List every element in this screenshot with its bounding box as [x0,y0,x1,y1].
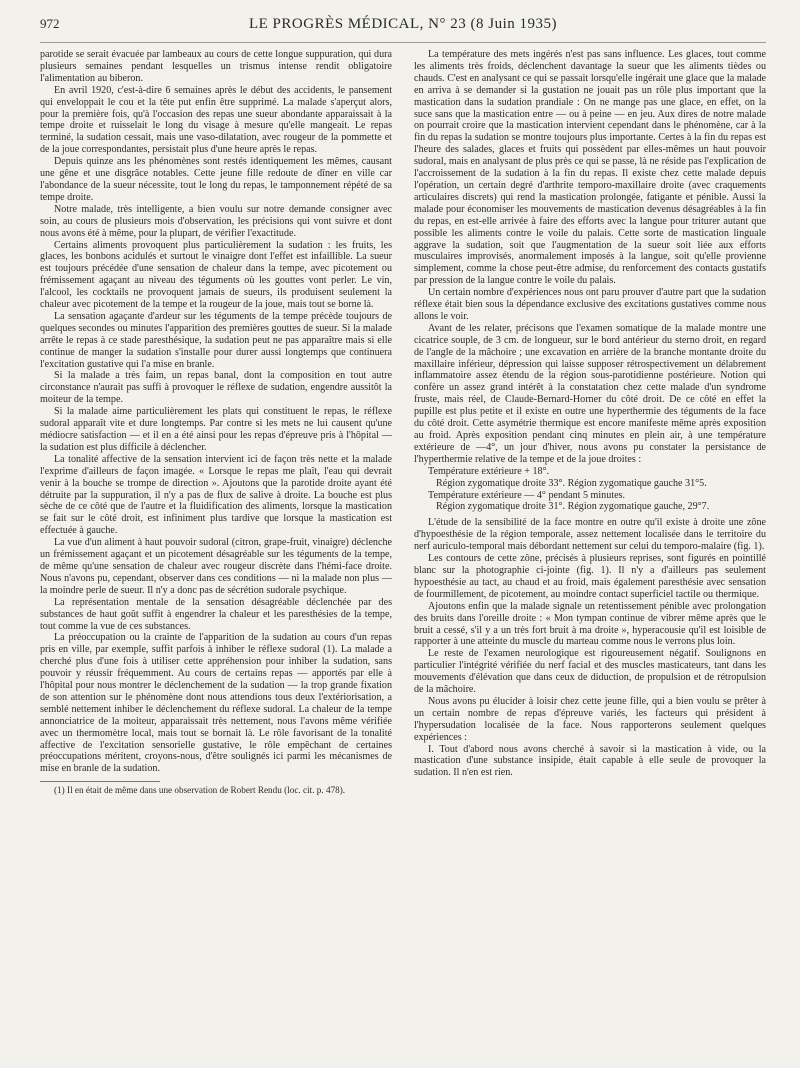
paragraph: Notre malade, très intelligente, a bien voulu sur notre demande consigner avec soin, au cours de plusieurs mois d'observation, les précisions qui vont suivre et dont nous avons été à même, pour la plupart, de vérifier l'exactitude. [40,203,392,239]
paragraph: Nous avons pu élucider à loisir chez cette jeune fille, qui a bien voulu se prêter à un certain nombre de repas d'épreuve variés, les facteurs qui président à l'hypersudation localisée de la face. Nous rapporterons seulement quelques expériences : [414,695,766,743]
paragraph: La tonalité affective de la sensation intervient ici de façon très nette et la malade l'exprime d'ailleurs de façon imagée. « Lorsque le repas me plaît, l'eau qui devrait venir à la bouche se trompe de direction ». Ajoutons que la parotide droite ayant été détruite par la suppuration, il n'y a pas de flux de salive à droite. La bouche est plus sèche de ce côté que de l'autre et la fluidification des aliments, lorsque la mastication se fait sur le côté droit, est infiniment plus tardive que lorsque la mastication est effectuée à gauche. [40,453,392,537]
paragraph: La température des mets ingérés n'est pas sans influence. Les glaces, tout comme les aliments très froids, déclenchent davantage la sueur que les aliments tièdes ou chauds. C'est en analysant ce qui se passait lorsqu'elle ingérait une glace que la malade en arriva à se demander si la gustation ne jouait pas un rôle plus important que la mastication dans la sudation prandiale : On ne mange pas une glace, en effet, on la suce sans que la mastication entre — ou à peine — en jeu. Aux dires de notre malade on pourrait croire que la mastication intervient cependant dans le phénomène, car à la fin du repas la sudation se montre toujours plus importante. Certes à la fin du repas est l'heure des salades, glaces et fruits qui possèdent par elles-mêmes un haut pouvoir sudoral, mais en analysant de plus près ce qui se passe, là ne réside pas l'explication de l'accroissement de la sudation à la fin du repas. Il existe chez cette malade depuis l'opération, un certain degré d'arthrite temporo-maxillaire droite (avec craquements articulaires discrets) qui rend la mastication prolongée, fatigante et pénible. Aussi la malade pour économiser les mouvements de mastication devenus désagréables à la fin du repas, en est-elle arrivée à faire des efforts avec la langue pour triturer autant que possible les aliments contre le voile du palais. Cette sorte de mastication linguale aggrave la sudation, soit que l'augmentation de la sueur soit liée aux efforts musculaires improvisés, anormalement imposés à la langue, soit qu'elle provienne simplement, comme la chose peut-être admise, du renforcement des contacts gustatifs par pression de la langue contre le voile du palais. [414,49,766,287]
right-column [414,49,766,796]
page-header [40,16,766,43]
paragraph: La sensation agaçante d'ardeur sur les téguments de la tempe précède toujours de quelques secondes ou minutes l'apparition des premières gouttes de sueur. Si la malade arrête le repas à ce stade paresthésique, la sudation peut ne pas apparaître mais si elle continue de manger la sudation s'installe pour durer aussi longtemps que continuera l'excitation gustative qui l'a mise en branle. [40,310,392,370]
paragraph: Ajoutons enfin que la malade signale un retentissement pénible avec prolongation des bruits dans l'oreille droite : « Mon tympan continue de vibrer même après que le bruit a cessé, s'il y a un très fort bruit à ma droite », hyperacousie qu'il est loisible de rapporter à une atteinte du muscle du marteau comme nous le verrons plus loin. [414,600,766,648]
paragraph: Un certain nombre d'expériences nous ont paru prouver d'autre part que la sudation réflexe était bien sous la dépendance exclusive des excitations gustatives comme nous allons le voir. [414,287,766,322]
measurement-line: Température extérieure + 18°. [428,465,550,477]
paragraph: La préoccupation ou la crainte de l'apparition de la sudation au cours d'un repas pris en ville, par exemple, suffit parfois à inhiber le réflexe sudoral (1). La malade a cherché plus d'une fois à utiliser cette appréhension pour inhiber la sudation, sans pouvoir y réussir fréquemment. Au cours de certains repas — apportés par elle à l'hôpital pour nous montrer le déclenchement de la sudation — la trop grande fixation de son attention sur le phénomène dont nous attendions tous deux l'extériorisation, a semblé nettement inhiber le déclenchement du réflexe sudoral. La chaleur de la tempe annonciatrice de la moiteur, apparaissait très nettement, nous l'avons même vérifiée avec un thermomètre local, mais tout se bornait là. Le rôle favorisant de la tonalité affective de l'excitation sensorielle gustative, le rôle empêchant de certaines préoccupations méritent, croyons-nous, d'être soulignés ici parmi les mécanismes de mise en branle de la sudation. [40,632,392,775]
footnote: (1) Il en était de même dans une observation de Robert Rendu (loc. cit. p. 478). [54,785,346,796]
measurement-detail: Région zygomatique droite 31°. Région zygomatique gauche, 29°7. [436,501,710,513]
paragraph: Avant de les relater, précisons que l'examen somatique de la malade montre une cicatrice souple, de 3 cm. de longueur, sur le bord antérieur du sterno droit, en regard de l'angle de la mâchoire ; une excavation en arrière de la branche montante droite du maxillaire inférieur, dépression qui laisse supposer rétrospectivement un délabrement inflammatoire assez étendu de la région sous-parotidienne postérieure. Notion qui confère un assez grand intérêt à la constatation chez cette malade d'un syndrome fruste, mais réel, de Claude-Bernard-Horner du côté droit. De ce côté en effet la pupille est plus petite et il existe en outre une hyperthermie des téguments de la face du côté droit. Cette asymétrie thermique est encore manifeste même après exposition au froid. Après exposition pendant cinq minutes en plein air, à une température extérieure de —4°, un jour d'hiver, nous avons pu constater la persistance de l'hyperthermie relative de la tempe et de la joue droites : [414,322,766,465]
paragraph: Si la malade aime particulièrement les plats qui constituent le repas, le réflexe sudoral apparaît vite et dure longtemps. Par contre si les mets ne lui causent qu'une médiocre satisfaction — et il en a été ainsi pour les repas d'épreuve pris à l'hôpital — la sudation est plus difficile à déclencher. [40,406,392,453]
paragraph: I. Tout d'abord nous avons cherché à savoir si la mastication à vide, ou la mastication d'une substance insipide, était capable à elle seule de provoquer la sudation. Il n'en est rien. [414,743,766,779]
paragraph: En avril 1920, c'est-à-dire 6 semaines après le début des accidents, le pansement qui enveloppait le cou et la tête put enfin être supprimé. La malade s'aperçut alors, pour la première fois, qu'à l'occasion des repas une sueur abondante apparaissait à la tempe droite et ruisselait le long du visage à mesure qu'elle mangeait. Le repas terminé, la sudation cessait, mais une vaso-dilatation, avec rougeur de la pommette et de la joue correspondantes, persistait plus d'une heure après le repas. [40,84,392,156]
measurement-line: Température extérieure — 4° pendant 5 minutes. [428,489,626,501]
paragraph: parotide se serait évacuée par lambeaux au cours de cette longue suppuration, qui dura plusieurs semaines pendant lesquelles un trismus intense rendit obligatoire l'alimentation au biberon. [40,49,392,84]
paragraph: Depuis quinze ans les phénomènes sont restés identiquement les mêmes, causant une gêne et une disgrâce notables. Cette jeune fille redoute de dîner en ville car l'abondance de la sueur nécessite, tout le long du repas, le tamponnement répété de sa tempe droite. [40,156,392,203]
paragraph: La vue d'un aliment à haut pouvoir sudoral (citron, grape-fruit, vinaigre) déclenche un frémissement agaçant et un picotement désagréable sur les téguments de la tempe, de même qu'une sensation de chaleur avec rougeur discrète dans l'hémi-face droite. Nous n'avons pu, cependant, observer dans ces conditions — ni la malade non plus — la moindre perle de sueur. Il n'y a donc pas de sécrétion sudorale psychique. [40,537,392,596]
paragraph: L'étude de la sensibilité de la face montre en outre qu'il existe à droite une zône d'hypoesthésie de la région temporale, assez nettement localisée dans le territoire du nerf auriculo-temporal mais débordant nettement sur celui du temporo-malaire (fig. 1). [414,517,766,553]
left-column [40,49,392,796]
text-columns [40,49,766,796]
page-number: 972 [40,16,60,31]
paragraph: La représentation mentale de la sensation désagréable déclenchée par des substances de haut goût suffit à engendrer la chaleur et les paresthésies de la tempe, tout comme la vue de ces substances. [40,596,392,632]
running-title: LE PROGRÈS MÉDICAL, N° 23 (8 Juin 1935) [248,16,557,32]
paragraph: Les contours de cette zône, précisés à plusieurs reprises, sont figurés en pointillé blanc sur la photographie ci-jointe (fig. 1). Il n'y a d'ailleurs pas seulement hypoesthésie au tact, au chaud et au froid, mais également paresthésie avec sensation de fourmillement, de picotement, au moindre contact superficiel tactile ou thermique. [414,553,766,600]
measurement-detail: Région zygomatique droite 33°. Région zygomatique gauche 31°5. [436,477,707,489]
footnote-divider [40,781,160,782]
paragraph: Certains aliments provoquent plus particulièrement la sudation : les fruits, les glaces, les bonbons acidulés et surtout le vinaigre dont l'effet est infaillible. La sueur est toujours précédée d'une sensation de chaleur dans la tempe, avec picotement ou frémissement agaçant au niveau des téguments où les gouttes vont perler. Le vin, l'alcool, les cocktails ne provoquent jamais de sueurs, ils produisent seulement la chaleur avec picotement de la tempe et la rougeur de la joue, mais tout se borne là. [40,239,392,311]
paragraph: Si la malade a très faim, un repas banal, dont la composition en tout autre circonstance n'aurait pas suffi à provoquer le réflexe de sudation, engendre aussitôt la moiteur de la tempe. [40,370,392,406]
paragraph: Le reste de l'examen neurologique est rigoureusement négatif. Soulignons en particulier l'intégrité vérifiée du nerf facial et des muscles masticateurs, tant dans les mouvements d'élévation que dans ceux de diduction, de propulsion et de rétropulsion de la mâchoire. [414,648,766,696]
